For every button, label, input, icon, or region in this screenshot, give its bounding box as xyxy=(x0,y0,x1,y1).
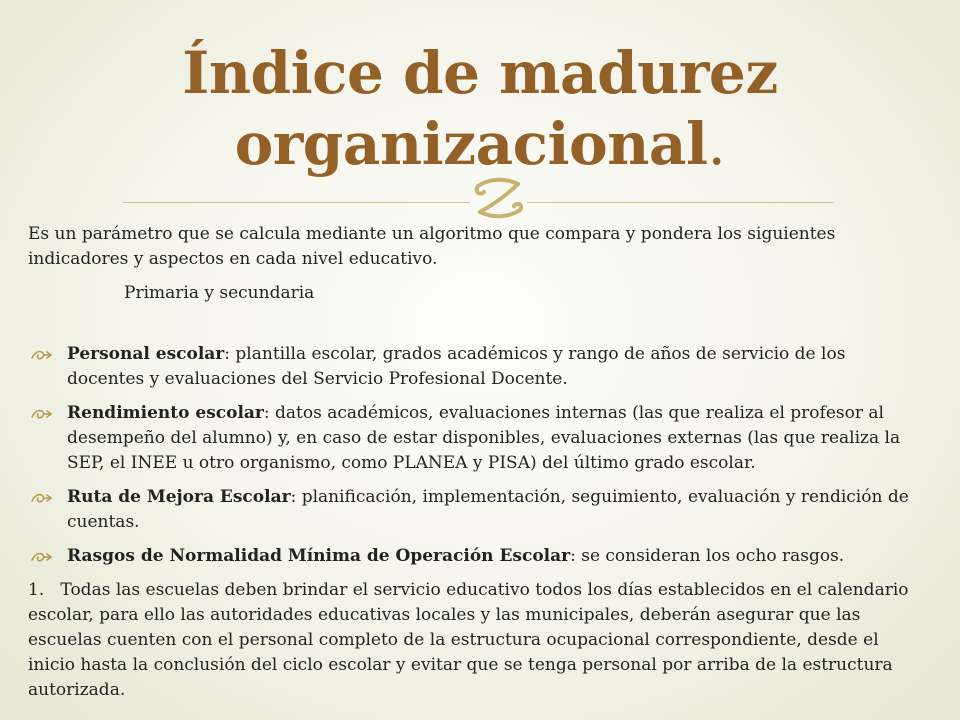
subhead-primaria-secundaria: Primaria y secundaria xyxy=(124,283,315,303)
bullet-term: Personal escolar xyxy=(67,344,225,364)
swirl-bullet-icon xyxy=(30,407,52,421)
title-divider-right xyxy=(527,202,834,203)
title-line-1: Índice de madurez xyxy=(182,39,778,107)
bullet-item xyxy=(28,544,928,569)
scroll-ornament-icon xyxy=(470,174,526,222)
slide-body xyxy=(28,222,928,703)
bullet-term: Rasgos de Normalidad Mínima de Operación Escolar xyxy=(67,546,571,566)
title-period: . xyxy=(707,109,726,178)
bullet-item xyxy=(28,485,928,535)
bullet-text: : plantilla escolar, grados académicos y rango de años de servicio de los docentes y evaluaciones del Servicio Profesional Docente. xyxy=(67,344,846,389)
bullet-item xyxy=(28,401,928,476)
swirl-bullet-icon xyxy=(30,491,52,505)
bullet-text: : datos académicos, evaluaciones internas (las que realiza el profesor al desempeño del alumno) y, en caso de estar disponibles, evaluaciones externas (las que realiza la SEP, el INEE u otro organismo, como PLANEA y PISA) del último grado escolar. xyxy=(67,403,901,473)
title-divider-left xyxy=(123,202,470,203)
bullet-term: Rendimiento escolar xyxy=(67,403,264,423)
numbered-paragraph: 1. Todas las escuelas deben brindar el servicio educativo todos los días establecidos en el calendario escolar, para ello las autoridades educativas locales y las municipales, deberán asegurar que las escuelas cuenten con el personal completo de la estructura ocupacional correspondiente, desde el inicio hasta la conclusión del ciclo escolar y evitar que se tenga personal por arriba de la estructura autorizada. xyxy=(28,580,914,700)
slide-title xyxy=(40,38,920,180)
swirl-bullet-icon xyxy=(30,550,52,564)
swirl-bullet-icon xyxy=(30,348,52,362)
bullet-term: Ruta de Mejora Escolar xyxy=(67,487,291,507)
title-line-2: organizacional xyxy=(234,109,708,178)
bullet-item xyxy=(28,342,928,392)
bullet-text: : planificación, implementación, seguimiento, evaluación y rendición de cuentas. xyxy=(67,487,909,532)
bullet-text: : se consideran los ocho rasgos. xyxy=(570,546,845,566)
intro-paragraph: Es un parámetro que se calcula mediante un algoritmo que compara y pondera los siguientes indicadores y aspectos en cada nivel educativo. xyxy=(28,224,836,269)
